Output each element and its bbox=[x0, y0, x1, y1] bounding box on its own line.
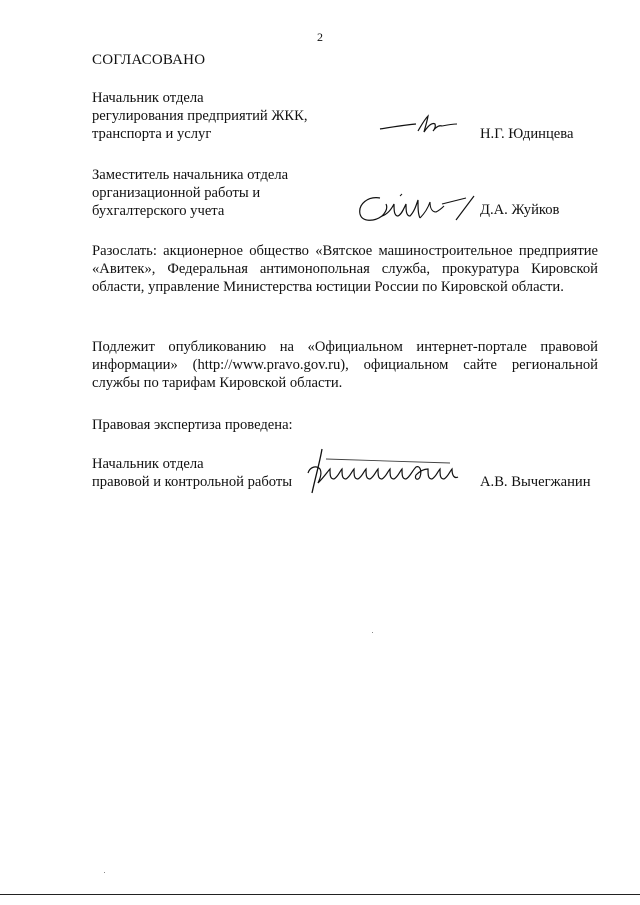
reviewer-title-line: правовой и контрольной работы bbox=[92, 474, 293, 490]
reviewer-title-line: Начальник отдела bbox=[92, 456, 204, 472]
distribution-paragraph: Разослать: акционерное общество «Вятское машиностроительное предприятие «Авитек», Федеральная антимонопольная служба, прокуратура Кировской области, управление Министерства юстиции России по Кировской области. bbox=[92, 243, 598, 295]
reviewer-title bbox=[92, 455, 292, 491]
publication-paragraph: Подлежит опубликованию на «Официальном интернет-портале правовой информации» (http://www.pravo.gov.ru), официальном сайте региональной службы по тарифам Кировской области. bbox=[92, 339, 598, 391]
scan-speck bbox=[372, 632, 373, 633]
reviewer-name: А.В. Вычегжанин bbox=[480, 474, 591, 490]
page-bottom-rule bbox=[0, 894, 640, 895]
approver-1-title-line: Начальник отдела bbox=[92, 90, 204, 106]
approver-2-title-line: бухгалтерского учета bbox=[92, 203, 225, 219]
approver-2-title-line: Заместитель начальника отдела bbox=[92, 167, 289, 183]
approver-1-title-line: регулирования предприятий ЖКК, bbox=[92, 108, 308, 124]
page-number: 2 bbox=[317, 30, 323, 44]
scan-speck bbox=[104, 872, 105, 873]
approver-2-title bbox=[92, 166, 288, 220]
approver-1-title bbox=[92, 89, 308, 143]
signature-3-image bbox=[300, 447, 462, 497]
approver-2-name: Д.А. Жуйков bbox=[480, 202, 560, 218]
legal-review-statement: Правовая экспертиза проведена: bbox=[92, 417, 293, 433]
approval-heading: СОГЛАСОВАНО bbox=[92, 52, 206, 68]
approver-1-title-line: транспорта и услуг bbox=[92, 126, 212, 142]
signature-1-image bbox=[378, 112, 460, 138]
signature-2-image bbox=[352, 190, 478, 230]
approver-1-name: Н.Г. Юдинцева bbox=[480, 126, 574, 142]
approver-2-title-line: организационной работы и bbox=[92, 185, 261, 201]
